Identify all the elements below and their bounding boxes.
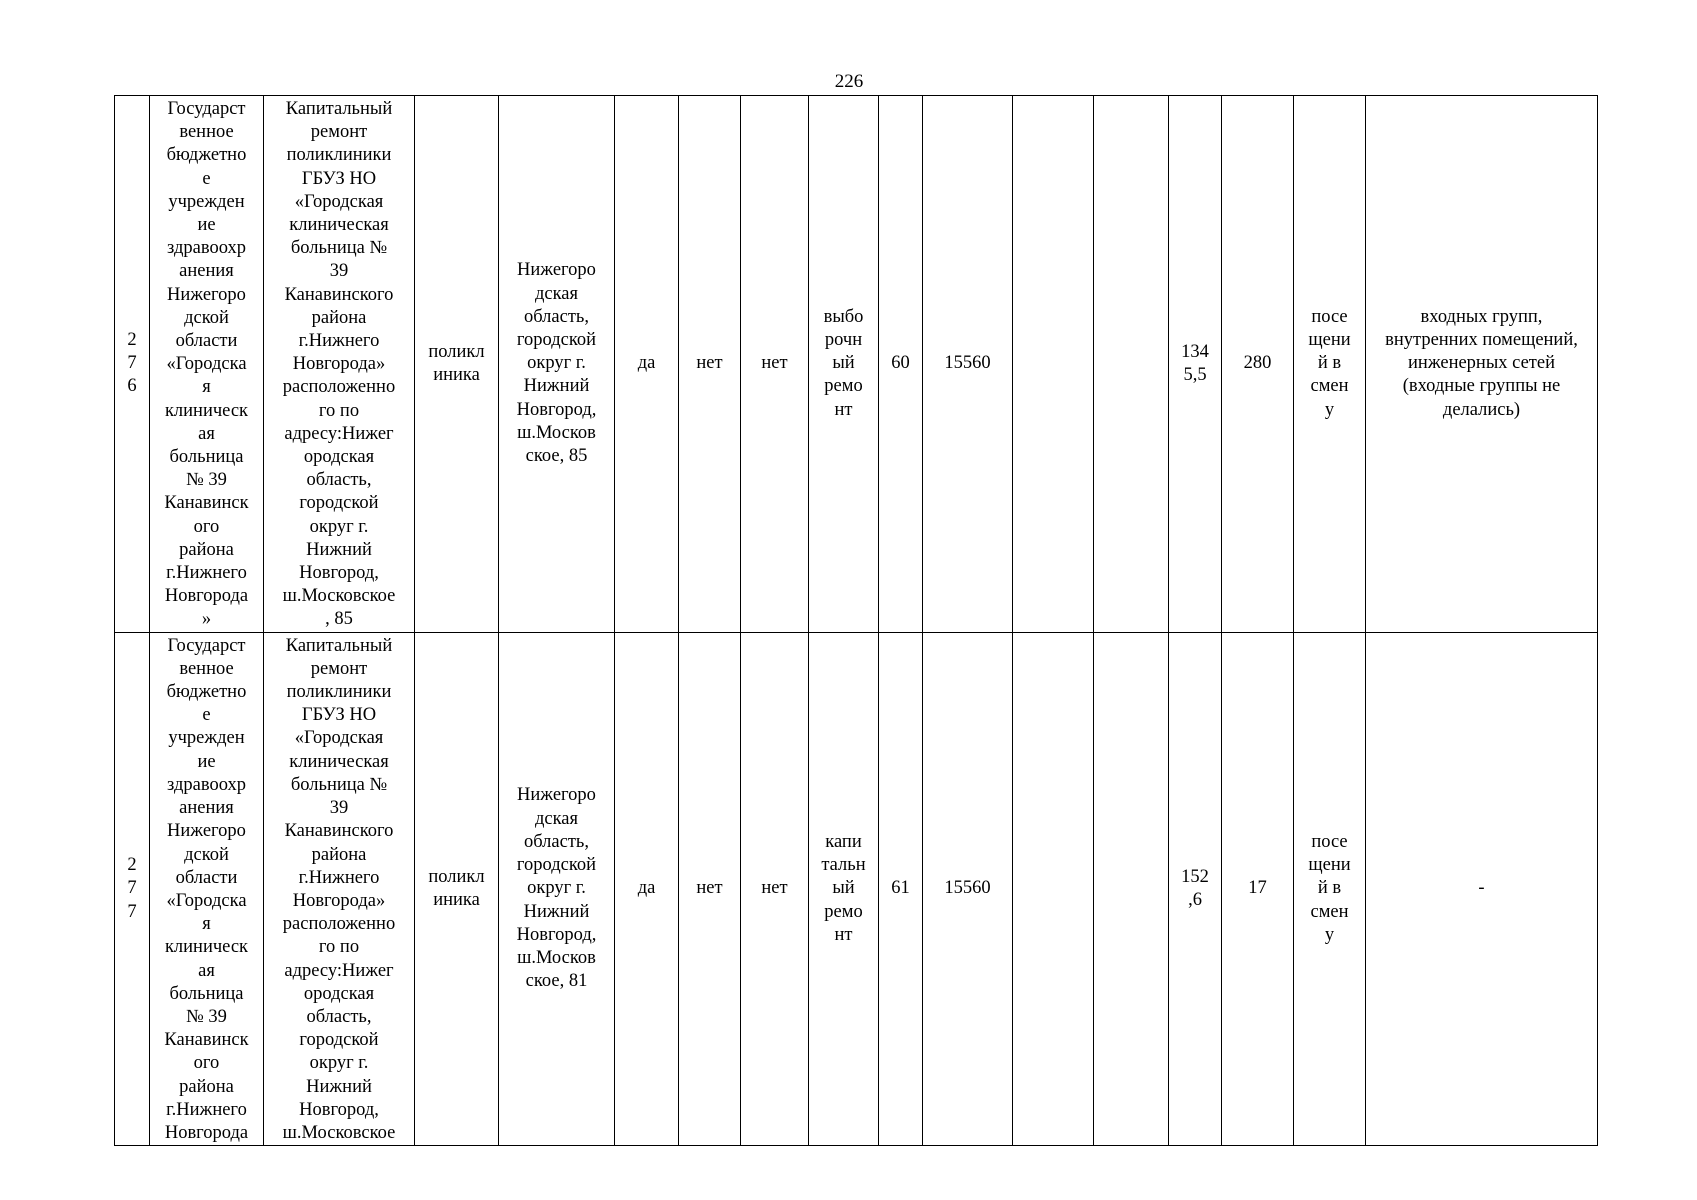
flag-cell: да (615, 96, 679, 633)
note-cell: - (1366, 632, 1598, 1145)
value-cell: 152 ,6 (1169, 632, 1222, 1145)
flag-cell: да (615, 632, 679, 1145)
repair-type-cell: выбо рочн ый ремо нт (809, 96, 879, 633)
note-cell: входных групп, внутренних помещений, инженерных сетей (входные группы не делались) (1366, 96, 1598, 633)
row-number-cell: 2 7 6 (115, 96, 150, 633)
value-cell: 15560 (923, 632, 1013, 1145)
flag-cell: нет (679, 96, 741, 633)
address-cell: Нижегоро дская область, городской округ г. Нижний Новгород, ш.Москов ское, 85 (499, 96, 615, 633)
institution-cell: Государст венное бюджетно е учрежден ие здравоохр анения Нижегоро дской области «Городска я клиническ ая больница № 39 Канавинск ого района г.Нижнего Новгорода (150, 632, 264, 1145)
value-cell: 15560 (923, 96, 1013, 633)
value-cell: 280 (1222, 96, 1294, 633)
address-cell: Нижегоро дская область, городской округ г. Нижний Новгород, ш.Москов ское, 81 (499, 632, 615, 1145)
empty-cell (1013, 632, 1094, 1145)
value-cell: 17 (1222, 632, 1294, 1145)
value-cell: 60 (879, 96, 923, 633)
table-row (115, 96, 1598, 633)
empty-cell (1013, 96, 1094, 633)
table-row (115, 632, 1598, 1145)
work-description-cell: Капитальный ремонт поликлиники ГБУЗ НО «Городская клиническая больница № 39 Канавинского района г.Нижнего Новгорода» расположенно го по адресу:Нижег ородская область, городской округ г. Нижний Новгород, ш.Московское , 85 (264, 96, 415, 633)
flag-cell: нет (741, 632, 809, 1145)
flag-cell: нет (679, 632, 741, 1145)
register-table (114, 95, 1598, 1146)
institution-cell: Государст венное бюджетно е учрежден ие здравоохр анения Нижегоро дской области «Городска я клиническ ая больница № 39 Канавинск ого района г.Нижнего Новгорода » (150, 96, 264, 633)
object-type-cell: поликл иника (415, 632, 499, 1145)
work-description-cell: Капитальный ремонт поликлиники ГБУЗ НО «Городская клиническая больница № 39 Канавинского района г.Нижнего Новгорода» расположенно го по адресу:Нижег ородская область, городской округ г. Нижний Новгород, ш.Московское (264, 632, 415, 1145)
unit-cell: посе щени й в смен у (1294, 632, 1366, 1145)
repair-type-cell: капи тальн ый ремо нт (809, 632, 879, 1145)
flag-cell: нет (741, 96, 809, 633)
empty-cell (1094, 96, 1169, 633)
page-number: 226 (834, 71, 864, 92)
unit-cell: посе щени й в смен у (1294, 96, 1366, 633)
row-number-cell: 2 7 7 (115, 632, 150, 1145)
empty-cell (1094, 632, 1169, 1145)
value-cell: 134 5,5 (1169, 96, 1222, 633)
value-cell: 61 (879, 632, 923, 1145)
object-type-cell: поликл иника (415, 96, 499, 633)
